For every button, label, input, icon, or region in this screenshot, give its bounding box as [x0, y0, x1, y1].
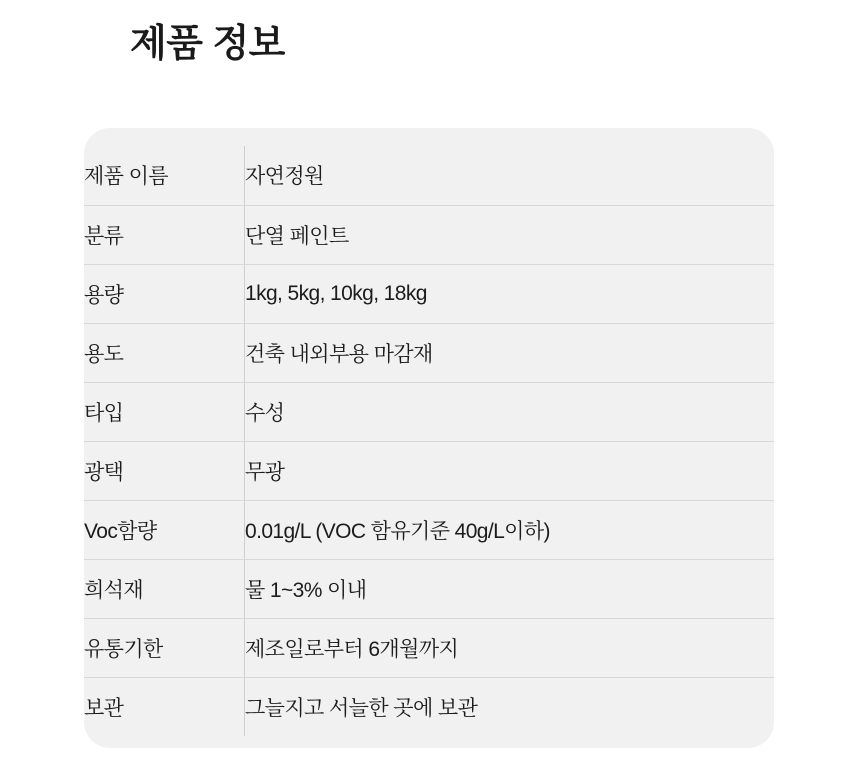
- spec-value: 1kg, 5kg, 10kg, 18kg: [245, 264, 775, 323]
- spec-value: 자연정원: [245, 146, 775, 205]
- spec-label: Voc함량: [84, 500, 245, 559]
- spec-value: 그늘지고 서늘한 곳에 보관: [245, 677, 775, 736]
- spec-label: 제품 이름: [84, 146, 245, 205]
- product-spec-table: [84, 146, 774, 736]
- page-title: 제품 정보: [130, 23, 285, 65]
- table-row: [84, 382, 774, 441]
- spec-label: 용량: [84, 264, 245, 323]
- spec-label: 타입: [84, 382, 245, 441]
- table-row: [84, 677, 774, 736]
- table-row: [84, 559, 774, 618]
- spec-value: 무광: [245, 441, 775, 500]
- table-row: [84, 264, 774, 323]
- spec-value: 수성: [245, 382, 775, 441]
- spec-label: 광택: [84, 441, 245, 500]
- spec-label: 유통기한: [84, 618, 245, 677]
- table-row: [84, 618, 774, 677]
- table-row: [84, 500, 774, 559]
- table-row: [84, 323, 774, 382]
- spec-value: 제조일로부터 6개월까지: [245, 618, 775, 677]
- spec-value: 0.01g/L (VOC 함유기준 40g/L이하): [245, 500, 775, 559]
- spec-label: 희석재: [84, 559, 245, 618]
- spec-value: 단열 페인트: [245, 205, 775, 264]
- spec-label: 분류: [84, 205, 245, 264]
- product-spec-card: [84, 128, 774, 748]
- spec-label: 용도: [84, 323, 245, 382]
- table-row: [84, 205, 774, 264]
- table-row: [84, 146, 774, 205]
- spec-value: 건축 내외부용 마감재: [245, 323, 775, 382]
- product-spec-table-body: [84, 146, 774, 736]
- spec-label: 보관: [84, 696, 124, 720]
- spec-value: 물 1~3% 이내: [245, 559, 775, 618]
- table-row: [84, 441, 774, 500]
